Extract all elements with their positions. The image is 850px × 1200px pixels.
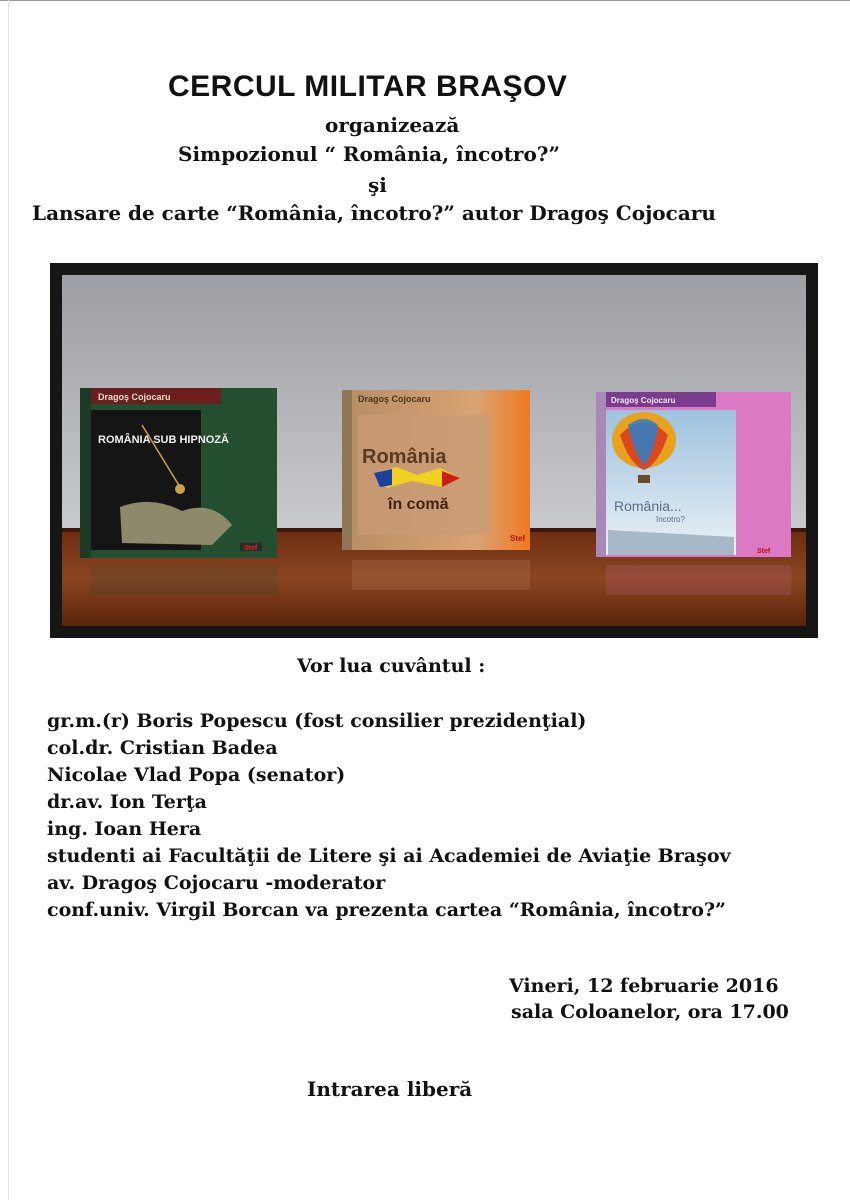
book2-title-line2: în comă [388,496,449,513]
left-border [8,0,9,1200]
book1-author: Dragoş Cojocaru [98,392,171,402]
book-romania-sub-hipnoza [80,388,277,558]
book2-author: Dragoş Cojocaru [358,394,431,404]
speaker-item: conf.univ. Virgil Borcan va prezenta cartea “România, încotro?” [47,899,726,921]
book2-publisher: Stef [510,534,526,543]
book3-author: Dragoş Cojocaru [611,396,676,405]
book1-title: ROMÂNIA SUB HIPNOZĂ [98,434,229,446]
speaker-item: dr.av. Ion Terţa [47,791,207,813]
speaker-item: col.dr. Cristian Badea [47,737,278,759]
book1-publisher: Stef [244,545,258,552]
symposium-line: Simpozionul “ România, încotro?” [178,142,561,166]
speaker-item: ing. Ioan Hera [47,818,202,840]
book3-subtitle: încotro? [656,515,685,524]
book-romania-incotro [596,392,791,557]
entry-note: Intrarea liberă [307,1077,473,1101]
books-photo [50,263,818,638]
event-place: sala Coloanelor, ora 17.00 [511,1001,789,1023]
top-border [0,0,850,1]
poster-title: CERCUL MILITAR BRAŞOV [168,70,568,103]
books-photo-image [62,275,806,626]
speaker-item: av. Dragoş Cojocaru -moderator [47,872,386,894]
book3-title: România... [614,498,682,514]
speaker-item: Nicolae Vlad Popa (senator) [47,764,346,786]
speaker-item: gr.m.(r) Boris Popescu (fost consilier prezidenţial) [47,710,587,732]
book3-publisher: Stef [757,548,771,555]
event-date: Vineri, 12 februarie 2016 [509,975,779,997]
organizer-line: organizează [325,113,460,137]
speakers-heading: Vor lua cuvântul : [297,655,486,677]
book2-title-line1: România [362,446,447,468]
conjunction-line: şi [368,173,387,197]
speaker-item: studenti ai Facultăţii de Litere şi ai Academiei de Aviaţie Braşov [47,845,731,867]
book-launch-line: Lansare de carte “România, încotro?” autor Dragoş Cojocaru [32,201,716,225]
book-romania-in-coma [342,390,530,550]
